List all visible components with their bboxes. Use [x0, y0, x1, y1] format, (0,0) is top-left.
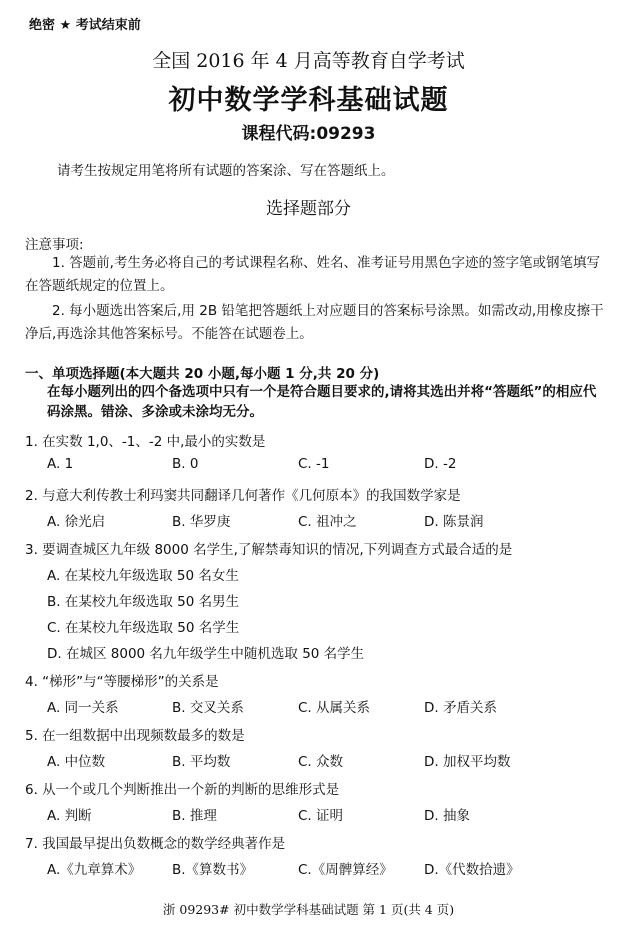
section-instruction: 在每小题列出的四个备选项中只有一个是符合题目要求的,请将其选出并将“答题纸”的相应代码涂黑。错涂、多涂或未涂均无分。: [47, 384, 597, 420]
question-stem: 1. 在实数 1,0、-1、-2 中,最小的实数是: [25, 434, 266, 450]
answer-option: B. 华罗庚: [172, 514, 231, 530]
question-stem: 5. 在一组数据中出现频数最多的数是: [25, 728, 245, 744]
confidentiality-mark: 绝密 ★ 考试结束前: [29, 18, 141, 33]
answer-option: C. 在某校九年级选取 50 名学生: [47, 620, 240, 636]
answer-option: D.《代数拾遗》: [424, 862, 520, 878]
answer-option: A. 在某校九年级选取 50 名女生: [47, 568, 239, 584]
answer-option: A. 1: [47, 456, 74, 472]
answer-option: D. 抽象: [424, 808, 470, 824]
exam-title: 全国 2016 年 4 月高等教育自学考试: [152, 50, 465, 72]
answer-option: B.《算数书》: [172, 862, 254, 878]
answer-option: C. 证明: [298, 808, 344, 824]
answer-option: B. 推理: [172, 808, 217, 824]
answer-option: A. 中位数: [47, 754, 106, 770]
note-item: 2. 每小题选出答案后,用 2B 铅笔把答题纸上对应题目的答案标号涂黑。如需改动,用橡皮擦干净后,再选涂其他答案标号。不能答在试题卷上。: [25, 303, 604, 342]
answer-option: D. 加权平均数: [424, 754, 511, 770]
answer-option: C. -1: [298, 456, 330, 472]
answer-option: C. 祖冲之: [298, 514, 357, 530]
answer-option: C.《周髀算经》: [298, 862, 393, 878]
answer-option: A. 同一关系: [47, 700, 119, 716]
question-stem: 7. 我国最早提出负数概念的数学经典著作是: [25, 836, 286, 852]
answer-option: B. 在某校九年级选取 50 名男生: [47, 594, 240, 610]
question-stem: 6. 从一个或几个判断推出一个新的判断的思维形式是: [25, 782, 340, 798]
answer-option: D. 矛盾关系: [424, 700, 497, 716]
question-stem: 3. 要调查城区九年级 8000 名学生,了解禁毒知识的情况,下列调查方式最合适的是: [25, 542, 513, 558]
question-stem: 2. 与意大利传教士利玛窦共同翻译几何著作《几何原本》的我国数学家是: [25, 488, 461, 504]
note-item: 1. 答题前,考生务必将自己的考试课程名称、姓名、准考证号用黑色字迹的签字笔或钢笔填写在答题纸规定的位置上。: [25, 255, 600, 294]
answer-option: B. 平均数: [172, 754, 231, 770]
answer-option: C. 从属关系: [298, 700, 371, 716]
answer-option: B. 交叉关系: [172, 700, 244, 716]
subject-title: 初中数学学科基础试题: [168, 85, 449, 116]
answer-option: D. 在城区 8000 名九年级学生中随机选取 50 名学生: [47, 646, 365, 662]
notes-title: 注意事项:: [25, 237, 84, 253]
answer-option: D. 陈景润: [424, 514, 484, 530]
answer-option: B. 0: [172, 456, 199, 472]
part-title: 选择题部分: [266, 199, 351, 219]
answer-option: A. 徐光启: [47, 514, 106, 530]
general-instruction: 请考生按规定用笔将所有试题的答案涂、写在答题纸上。: [57, 163, 395, 179]
answer-option: A. 判断: [47, 808, 92, 824]
section-title: 一、单项选择题(本大题共 20 小题,每小题 1 分,共 20 分): [25, 366, 380, 382]
answer-option: C. 众数: [298, 754, 344, 770]
question-stem: 4. “梯形”与“等腰梯形”的关系是: [25, 674, 219, 690]
answer-option: A.《九章算术》: [47, 862, 142, 878]
course-code: 课程代码:09293: [241, 124, 376, 144]
page-footer: 浙 09293# 初中数学学科基础试题 第 1 页(共 4 页): [162, 902, 455, 917]
answer-option: D. -2: [424, 456, 457, 472]
